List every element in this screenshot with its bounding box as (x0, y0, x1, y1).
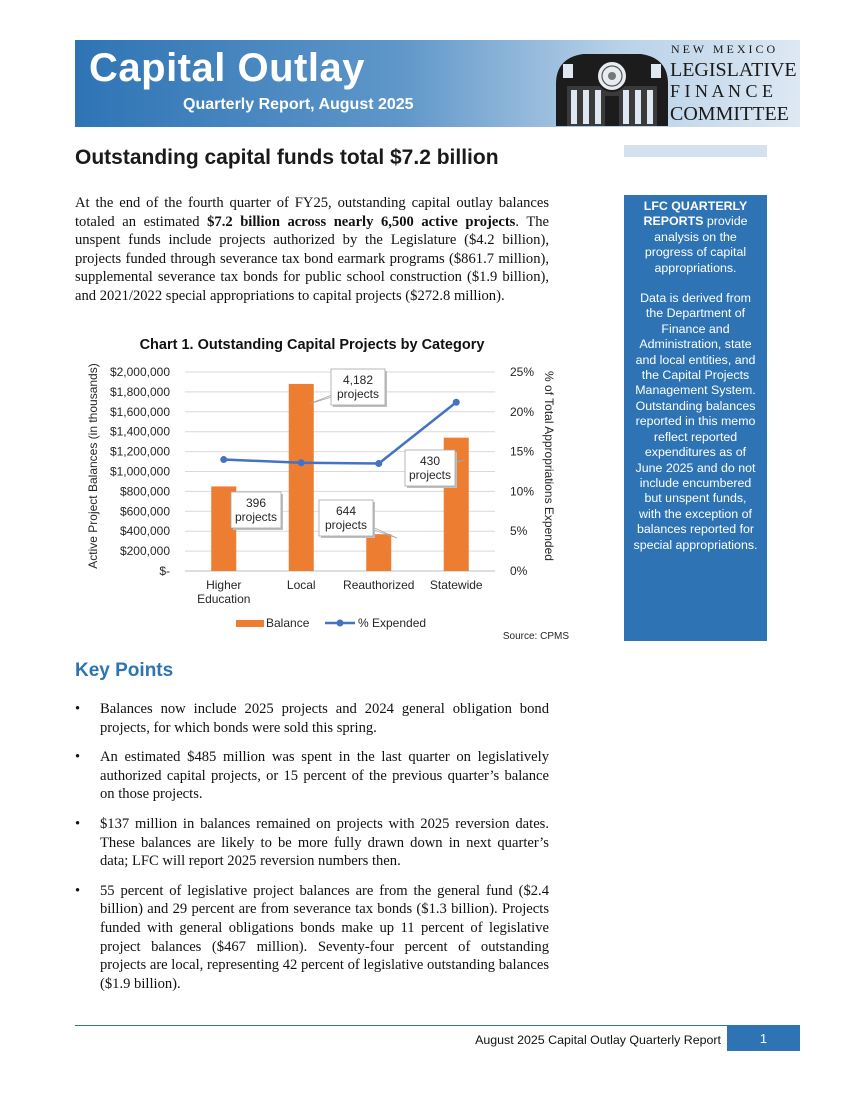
chart-title: Chart 1. Outstanding Capital Projects by Category (139, 337, 485, 353)
right-axis-label: % of Total Appropriations Expended (542, 371, 556, 561)
page-number: 1 (727, 1025, 800, 1051)
right-axis-tick-label: 20% (510, 404, 535, 419)
sidebar-text-1: provide analysis on the progress of capital appropriations. (644, 214, 748, 275)
left-axis-tick-label: $200,000 (119, 544, 170, 559)
sidebar-accent-strip (624, 145, 767, 157)
legend-expended-label: % Expended (358, 616, 427, 630)
left-axis-tick-label: $800,000 (119, 484, 170, 499)
left-axis-tick-label: $2,000,000 (109, 365, 170, 379)
bar-reauthorized (366, 534, 391, 571)
list-item: • 55 percent of legislative project balances are from the general fund ($2.4 billion) and 29 percent are from severance tax bonds ($1.3 billion). Projects funded with general obligations bonds make up 11 percent of legislative project balances ($467 million). Seventy-four percent of outstanding projects are local, representing 42 percent of legislative outstanding balances ($1.9 billion). (75, 882, 549, 994)
sidebar-bold-label: LFC QUARTERLY REPORTS (643, 199, 748, 229)
left-axis-tick-label: $- (159, 564, 170, 578)
expended-point (220, 456, 227, 463)
expended-point (375, 460, 382, 467)
category-label: Education (197, 592, 251, 606)
footer-title: August 2025 Capital Outlay Quarterly Report (475, 1033, 721, 1047)
category-axis-ticks (197, 578, 483, 606)
left-axis-ticks (110, 365, 170, 578)
chart-source: Source: CPMS (502, 631, 569, 642)
callout-2 (309, 369, 387, 407)
intro-text-end: . The unspent funds include projects authorized by the Legislature ($4.2 billion), projects funded through severance tax bond earmark programs ($861.7 million), supplemental severance tax bonds for public school construction ($1.9 billion), and 2021/2022 special appropriations to capital projects ($272.8 million). (75, 213, 550, 304)
right-axis-tick-label: 15% (510, 444, 535, 459)
key-points-heading: Key Points (75, 660, 174, 681)
capitol-building-icon (553, 40, 673, 127)
intro-bold-text: $7.2 billion across nearly 6,500 active projects (207, 213, 516, 230)
logo-committee: COMMITTEE (670, 103, 789, 125)
sidebar-paragraph-2: Data is derived from the Department of Finance and Administration, state and local entities, and the Capital Projects Management System. Outstanding balances reported in this memo reflect reported expenditures as of June 2025 and do not include encumbered but unspent funds, with the exception of balances reported for special appropriations. (633, 291, 758, 552)
report-banner (75, 40, 800, 127)
callout-text: projects (336, 387, 380, 401)
left-axis-tick-label: $1,200,000 (109, 444, 170, 459)
category-label: Local (286, 578, 316, 592)
left-axis-tick-label: $1,400,000 (109, 424, 170, 439)
logo-finance: F I N A N C E (670, 81, 774, 101)
list-item: • An estimated $485 million was spent in the last quarter on legislatively authorized capital projects, or 15 percent of the previous quarter’s balance on those projects. (75, 748, 549, 804)
chart-legend (236, 616, 426, 630)
lfc-logo (553, 40, 800, 127)
callout-1 (230, 492, 283, 530)
sidebar-paragraph-1 (632, 199, 759, 276)
right-axis-tick-label: 25% (510, 365, 535, 379)
footer-rule (75, 1025, 800, 1026)
left-axis-label: Active Project Balances (in thousands) (86, 363, 100, 569)
right-axis-tick-label: 10% (510, 484, 535, 499)
sidebar-note (624, 195, 767, 641)
bar-local (289, 384, 314, 571)
list-item: • $137 million in balances remained on projects with 2025 reversion dates. These balances are likely to be more fully drawn down in next quarter’s data; LFC will report 2025 reversion numbers then. (75, 815, 549, 871)
intro-text-start: At the end of the fourth quarter of FY25, outstanding capital outlay balances totaled an estimated (75, 195, 549, 230)
report-subtitle: Quarterly Report, August 2025 (183, 96, 414, 113)
left-axis-tick-label: $1,000,000 (109, 464, 170, 479)
right-axis-tick-label: 5% (510, 524, 528, 539)
category-label: Statewide (429, 578, 483, 592)
intro-paragraph (75, 194, 549, 306)
expended-point (298, 459, 305, 466)
legend-expended-marker (337, 620, 344, 627)
callout-text: 430 (419, 454, 441, 468)
outstanding-projects-chart (75, 358, 575, 643)
logo-new-mexico: N E W M E X I C O (671, 42, 776, 56)
left-axis-tick-label: $400,000 (119, 524, 170, 539)
key-points-list (75, 700, 549, 1004)
legend-balance-swatch (236, 620, 264, 627)
callout-text: 396 (245, 496, 267, 510)
page-heading: Outstanding capital funds total $7.2 billion (75, 146, 499, 169)
category-label: Reauthorized (343, 578, 415, 592)
right-axis-ticks (510, 365, 534, 578)
logo-legislative: LEGISLATIVE (670, 59, 797, 81)
category-label: Higher (206, 578, 242, 592)
report-title: Capital Outlay (89, 46, 365, 90)
right-axis-tick-label: 0% (510, 564, 528, 578)
legend-balance-label: Balance (266, 616, 310, 630)
callout-text: 644 (335, 504, 357, 518)
callout-text: projects (408, 468, 452, 482)
callout-text: projects (234, 510, 278, 524)
left-axis-tick-label: $1,800,000 (109, 384, 170, 399)
callout-text: projects (324, 518, 368, 532)
left-axis-tick-label: $1,600,000 (109, 404, 170, 419)
callout-text: 4,182 (342, 373, 374, 387)
chart-callouts (230, 369, 465, 538)
expended-point (453, 399, 460, 406)
callout-3 (319, 500, 397, 538)
list-item: • Balances now include 2025 projects and 2024 general obligation bond projects, for which bonds were sold this spring. (75, 700, 549, 737)
left-axis-tick-label: $600,000 (119, 504, 170, 519)
callout-4 (405, 450, 465, 488)
